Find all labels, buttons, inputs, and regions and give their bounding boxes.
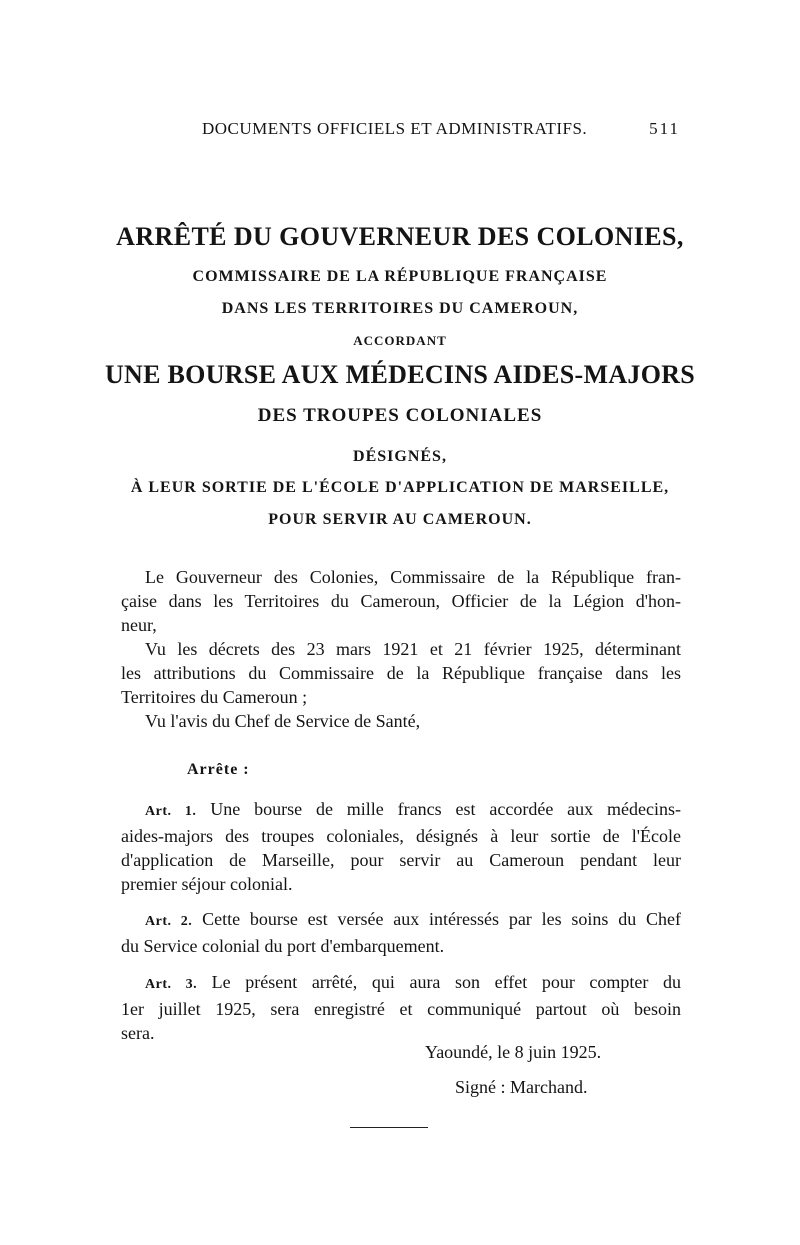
preamble-line: Le Gouverneur des Colonies, Commissaire de la République fran- xyxy=(145,567,681,587)
decree-heading-line-5: POUR SERVIR AU CAMEROUN. xyxy=(268,511,532,528)
preamble-line: les attributions du Commissaire de la République française dans les xyxy=(121,663,681,683)
decree-heading-line-2: DES TROUPES COLONIALES xyxy=(257,405,543,426)
decree-heading-line-4: À LEUR SORTIE DE L'ÉCOLE D'APPLICATION DE MARSEILLE, xyxy=(130,479,670,496)
article-label: Art. 1. xyxy=(145,804,197,819)
closing-rule xyxy=(350,1127,428,1128)
preamble-line: Territoires du Cameroun ; xyxy=(121,687,308,707)
article-first-line xyxy=(121,970,681,997)
article-first-line xyxy=(121,797,681,824)
preamble-line: Vu les décrets des 23 mars 1921 et 21 février 1925, déterminant xyxy=(145,639,681,659)
article-label: Art. 2. xyxy=(145,914,193,929)
article-label: Art. 3. xyxy=(145,977,198,992)
preamble xyxy=(121,565,681,733)
decree-heading: UNE BOURSE AUX MÉDECINS AIDES-MAJORS xyxy=(104,360,696,389)
preamble-line: Vu l'avis du Chef de Service de Santé, xyxy=(145,711,421,731)
article-line: Une bourse de mille francs est accordée aux médecins- xyxy=(210,799,681,819)
decree-heading-line-3: DÉSIGNÉS, xyxy=(353,448,447,465)
article-line: d'application de Marseille, pour servir au Cameroun pendant leur xyxy=(121,850,681,870)
decree-subtitle-line-2: DANS LES TERRITOIRES DU CAMEROUN, xyxy=(221,300,579,317)
preamble-line: çaise dans les Territoires du Cameroun, Officier de la Légion d'hon- xyxy=(121,591,681,611)
article-3 xyxy=(121,970,681,1045)
article-first-line xyxy=(121,907,681,934)
article-line: du Service colonial du port d'embarquement. xyxy=(121,936,445,956)
running-head xyxy=(150,119,680,141)
decree-title: ARRÊTÉ DU GOUVERNEUR DES COLONIES, xyxy=(116,222,684,251)
article-1 xyxy=(121,797,681,896)
article-line: premier séjour colonial. xyxy=(121,874,293,894)
article-line: Cette bourse est versée aux intéressés par les soins du Chef xyxy=(202,909,681,929)
preamble-line: neur, xyxy=(121,615,157,635)
decree-subtitle-line-3: ACCORDANT xyxy=(353,333,447,348)
place-date: Yaoundé, le 8 juin 1925. xyxy=(425,1042,602,1062)
arrete-label: Arrête : xyxy=(187,761,250,778)
page-number: 511 xyxy=(649,119,680,138)
signature: Signé : Marchand. xyxy=(455,1077,588,1097)
decree-subtitle-line-1: COMMISSAIRE DE LA RÉPUBLIQUE FRANÇAISE xyxy=(192,268,608,285)
article-line: aides-majors des troupes coloniales, désignés à leur sortie de l'École xyxy=(121,826,681,846)
article-line: 1er juillet 1925, sera enregistré et communiqué partout où besoin xyxy=(121,999,681,1019)
running-title: DOCUMENTS OFFICIELS ET ADMINISTRATIFS. xyxy=(202,119,588,138)
article-2 xyxy=(121,907,681,958)
article-line: sera. xyxy=(121,1023,155,1043)
article-line: Le présent arrêté, qui aura son effet pour compter du xyxy=(211,972,681,992)
